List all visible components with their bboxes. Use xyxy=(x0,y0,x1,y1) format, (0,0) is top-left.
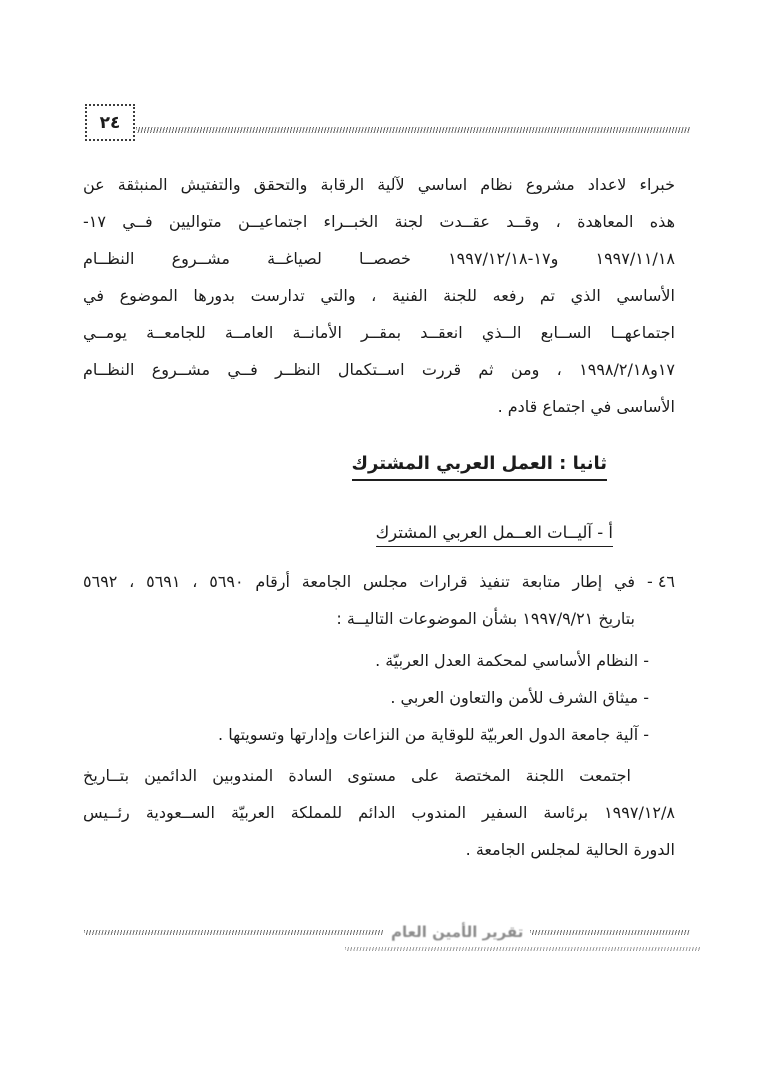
bullet-list xyxy=(83,642,649,753)
paragraph-2 xyxy=(83,757,675,868)
footer-title: تقرير الأمين العام xyxy=(391,923,524,941)
paragraph-1-line: الأساسي الذي تم رفعه للجنة الفنية ، والتي تدارست بدورها الموضوع في xyxy=(83,286,675,305)
paragraph-1-line: هذه المعاهدة ، وقــد عقــدت لجنة الخبــراء اجتماعيــن متواليين فــي ١٧- xyxy=(83,212,675,231)
footer-rule-left xyxy=(84,930,384,935)
bullet-item: - ميثاق الشرف للأمن والتعاون العربي . xyxy=(390,688,649,707)
paragraph-1 xyxy=(83,166,675,425)
section-heading-wrap xyxy=(83,453,607,481)
paragraph-2-line: ١٩٩٧/١٢/٨ برئاسة السفير المندوب الدائم للمملكة العربيّة الســعودية رئــيس xyxy=(83,803,675,822)
paragraph-1-line: خبراء لاعداد مشروع نظام اساسي لآلية الرقابة والتحقق والتفتيش المنبثقة عن xyxy=(83,175,675,194)
section-subheading: أ - آليــات العــمل العربي المشترك xyxy=(376,523,613,547)
paragraph-2-line: الدورة الحالية لمجلس الجامعة . xyxy=(465,840,675,859)
paragraph-1-line: اجتماعهــا الســابع الــذي انعقــد بمقــر الأمانــة العامــة للجامعــة يومــي xyxy=(83,323,675,342)
section-heading: ثانيا : العمل العربي المشترك xyxy=(352,453,607,481)
section-subheading-wrap xyxy=(83,523,613,547)
page-number-box xyxy=(85,104,135,141)
footer-rule-secondary xyxy=(345,947,701,951)
item-46-line: بتاريخ ١٩٩٧/٩/٢١ بشأن الموضوعات التاليــة : xyxy=(336,609,635,628)
bullet-item: - النظام الأساسي لمحكمة العدل العربيّة . xyxy=(375,651,649,670)
item-46-number: ٤٦ - xyxy=(646,572,675,591)
paragraph-2-line: اجتمعت اللجنة المختصة على مستوى السادة المندوبين الدائمين بتــاريخ xyxy=(83,766,631,785)
item-46-line: في إطار متابعة تنفيذ قرارات مجلس الجامعة أرقام ٥٦٩٠ ، ٥٦٩١ ، ٥٦٩٢ xyxy=(83,572,635,591)
body-column xyxy=(83,166,675,868)
paragraph-1-line: الأساسى في اجتماع قادم . xyxy=(497,397,675,416)
header-rule xyxy=(136,127,690,133)
bullet-item: - آلية جامعة الدول العربيّة للوقاية من النزاعات وإدارتها وتسويتها . xyxy=(218,725,649,744)
footer-rule-right xyxy=(530,930,690,935)
item-46-body xyxy=(83,563,635,637)
page-number: ٢٤ xyxy=(99,112,121,133)
paragraph-1-line: ١٧و١٩٩٨/٢/١٨ ، ومن ثم قررت اســتكمال النظــر فــي مشــروع النظــام xyxy=(83,360,675,379)
page-footer xyxy=(84,922,690,942)
paragraph-1-line: ١٩٩٧/١١/١٨ و١٧-١٩٩٧/١٢/١٨ خصصــا لصياغــة مشــروع النظــام xyxy=(83,249,675,268)
item-46 xyxy=(83,563,675,637)
